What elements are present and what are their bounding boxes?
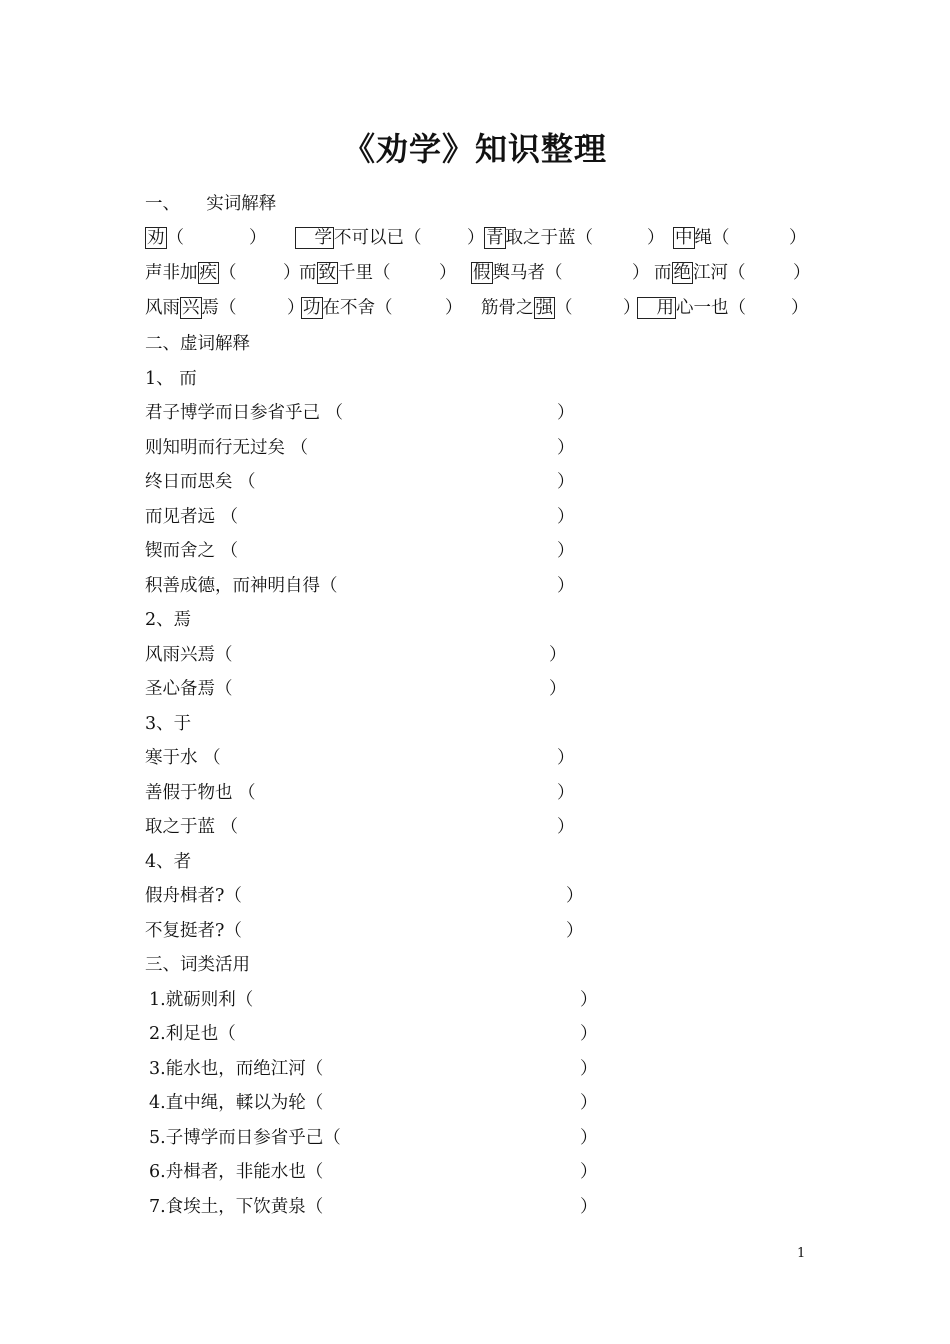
vocab-item: 而 致 千里（ [299,263,391,283]
vocab-close: ） [793,263,811,283]
list-item: 君子博学而日参省乎己 （ ） [145,403,575,423]
vocab-close: ） [623,298,641,318]
vocab-item: 功 在不舍（ [303,298,393,318]
page-title: 《劝学》知识整理 [342,130,607,168]
boxed-word: 兴 [182,298,200,318]
vocab-item: 学 不可以已（ [297,228,422,248]
list-item: 风雨兴焉（ ） [145,645,567,665]
list-item: 3.能水也，而绝江河（ ） [149,1059,598,1079]
boxed-word: 致 [318,263,336,283]
vocab-close: ） [283,263,301,283]
list-item: 而见者远 （ ） [145,507,575,527]
vocab-close: ） [791,298,809,318]
vocab-item: 劝 （ [147,228,184,248]
list-item: 6.舟楫者，非能水也（ ） [149,1162,598,1182]
vocab-item: 筋骨之 强 （ [481,298,573,318]
boxed-word: 中 [675,228,693,248]
vocab-row-2 [145,260,825,286]
list-item: 则知明而行无过矣 （ ） [145,438,575,458]
section-heading-vocabulary: 一、 实词解释 [145,194,277,214]
vocab-item: 用 心一也（ [639,298,746,318]
list-item: 圣心备焉（ ） [145,679,567,699]
group-heading-zhe: 4、者 [145,852,192,872]
boxed-word: 假 [473,263,491,283]
list-item: 积善成德，而神明自得（ ） [145,576,575,596]
section-heading-word-class: 三、词类活用 [145,955,250,975]
boxed-word: 青 [486,228,504,248]
group-heading-yan: 2、焉 [145,610,192,630]
list-item: 4.直中绳，輮以为轮（ ） [149,1093,598,1113]
vocab-close: ） [647,228,665,248]
vocab-close: ） [439,263,457,283]
vocab-row-1 [145,225,825,251]
boxed-word: 学 [297,228,332,248]
vocab-item: 假 舆马者（ [473,263,563,283]
vocab-close: ） [632,263,650,283]
vocab-close: ） [287,298,305,318]
group-heading-er: 1、 而 [145,369,197,389]
boxed-word: 劝 [147,228,165,248]
list-item: 假舟楫者?（ ） [145,886,584,906]
list-item: 寒于水 （ ） [145,748,575,768]
list-item: 5.子博学而日参省乎己（ ） [149,1128,598,1148]
group-heading-yu: 3、于 [145,714,192,734]
list-item: 终日而思矣 （ ） [145,472,575,492]
vocab-close: ） [249,228,267,248]
boxed-word: 疾 [199,263,217,283]
vocab-item: 青 取之于蓝（ [486,228,593,248]
vocab-item: 声非加 疾 （ [145,263,237,283]
boxed-word: 绝 [673,263,691,283]
vocab-item: 风雨 兴 焉（ [145,298,237,318]
list-item: 2.利足也（ ） [149,1024,598,1044]
list-item: 7.食埃土，下饮黄泉（ ） [149,1197,598,1217]
list-item: 不复挺者?（ ） [145,921,584,941]
vocab-close: ） [467,228,485,248]
boxed-word: 用 [639,298,674,318]
page-number: 1 [797,1246,806,1261]
vocab-close: ） [445,298,463,318]
vocab-close: ） [789,228,807,248]
vocab-row-3 [145,295,825,321]
list-item: 取之于蓝 （ ） [145,817,575,837]
vocab-item: 而 绝 江河（ [654,263,746,283]
boxed-word: 强 [535,298,553,318]
boxed-word: 功 [303,298,321,318]
section-heading-function-words: 二、虚词解释 [145,334,250,354]
list-item: 锲而舍之 （ ） [145,541,575,561]
list-item: 1.就砺则利（ ） [149,990,598,1010]
list-item: 善假于物也 （ ） [145,783,575,803]
vocab-item: 中 绳（ [675,228,730,248]
